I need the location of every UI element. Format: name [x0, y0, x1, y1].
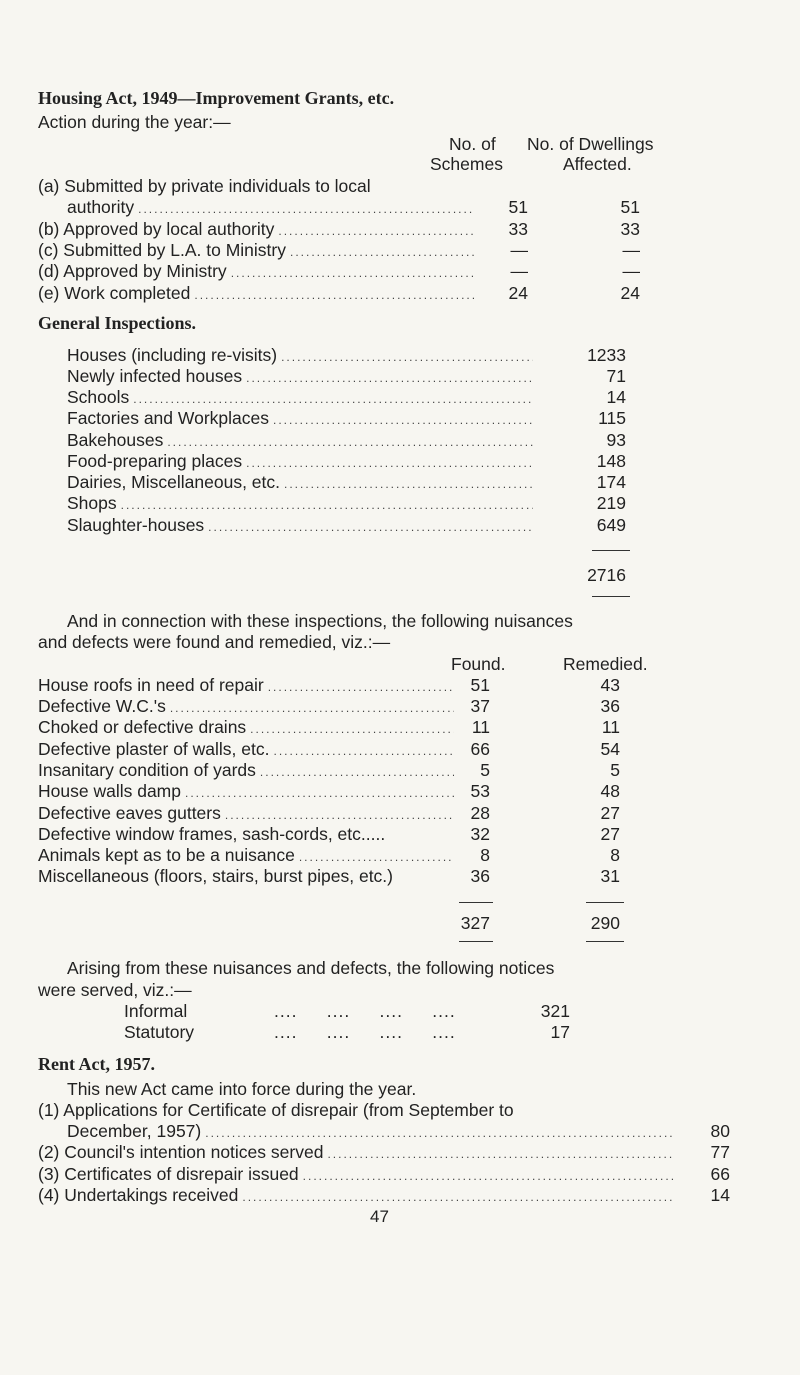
- dwellings-header-line2: Affected.: [563, 154, 632, 174]
- inspection-row: Food-preparing places .....: [67, 451, 537, 472]
- nuisance-found: 32: [470, 824, 490, 844]
- inspection-value: 71: [606, 366, 626, 386]
- schemes-header-line1: No. of: [449, 134, 496, 154]
- remedied-total-underline: [586, 941, 624, 942]
- rent-item1-value: 80: [710, 1121, 730, 1141]
- housing-row-a: [67, 197, 479, 218]
- inspections-total: 2716: [587, 565, 626, 585]
- nuisance-found: 66: [470, 739, 490, 759]
- inspections-title: General Inspections.: [38, 313, 197, 333]
- housing-title: Housing Act, 1949—Improvement Grants, etc.: [38, 88, 395, 108]
- rent-value: 77: [710, 1142, 730, 1162]
- inspection-value: 649: [596, 515, 626, 535]
- dwellings-header-line1: No. of Dwellings: [527, 134, 654, 154]
- inspection-row: Slaughter-houses .....: [67, 515, 537, 536]
- housing-row-a-label: authority: [67, 197, 135, 217]
- nuisance-remedied: 36: [600, 696, 620, 716]
- rent-value: 14: [710, 1185, 730, 1205]
- nuisance-remedied: 27: [600, 803, 620, 823]
- nuisance-row: Insanitary condition of yards .....: [38, 760, 458, 781]
- housing-row-dwellings: —: [622, 240, 640, 260]
- inspection-value: 148: [596, 451, 626, 471]
- inspection-row: Houses (including re-visits) .....: [67, 345, 537, 366]
- informal-value: 321: [540, 1001, 570, 1021]
- nuisance-found: 51: [470, 675, 490, 695]
- housing-row-schemes: —: [510, 261, 528, 281]
- nuisance-remedied: 11: [601, 717, 620, 737]
- statutory-dots: .... .... .... ....: [274, 1022, 456, 1042]
- inspection-row: Schools .....: [67, 387, 537, 408]
- informal-label: Informal: [124, 1001, 188, 1021]
- found-header: Found.: [451, 654, 506, 674]
- rent-row: (2) Council's intention notices served .....: [38, 1142, 677, 1163]
- nuisance-remedied: 5: [610, 760, 620, 780]
- housing-row: (e) Work completed .....: [38, 283, 479, 304]
- notices-intro-line1: Arising from these nuisances and defects, the following notices: [67, 958, 555, 978]
- housing-row-a-schemes: 51: [508, 197, 528, 217]
- inspection-value: 93: [606, 430, 626, 450]
- nuisance-row: Defective plaster of walls, etc. .....: [38, 739, 458, 760]
- found-total: 327: [460, 913, 490, 933]
- inspection-row: Factories and Workplaces .....: [67, 408, 537, 429]
- housing-row-dwellings: 24: [620, 283, 640, 303]
- nuisance-found: 37: [470, 696, 490, 716]
- nuisance-remedied: 31: [600, 866, 620, 886]
- rent-row: (4) Undertakings received .....: [38, 1185, 677, 1206]
- nuisance-remedied: 43: [600, 675, 620, 695]
- nuisance-remedied: 54: [600, 739, 620, 759]
- nuisance-remedied: 8: [610, 845, 620, 865]
- rent-item1: December, 1957) .....: [67, 1121, 677, 1142]
- inspection-value: 219: [596, 493, 626, 513]
- housing-row-dwellings: —: [622, 261, 640, 281]
- nuisance-row: Miscellaneous (floors, stairs, burst pipes, etc.): [38, 866, 393, 886]
- nuisance-found: 36: [470, 866, 490, 886]
- inspection-row: Shops .....: [67, 493, 537, 514]
- housing-intro: Action during the year:—: [38, 112, 231, 132]
- housing-row: (c) Submitted by L.A. to Ministry .....: [38, 240, 479, 261]
- inspection-value: 174: [596, 472, 626, 492]
- housing-row: (b) Approved by local authority .....: [38, 219, 479, 240]
- page-number: 47: [370, 1207, 389, 1226]
- remedied-header: Remedied.: [563, 654, 648, 674]
- informal-dots: .... .... .... ....: [274, 1001, 456, 1021]
- inspection-row: Dairies, Miscellaneous, etc. .....: [67, 472, 537, 493]
- notices-intro-line2: were served, viz.:—: [38, 980, 192, 1000]
- nuisance-row: Animals kept as to be a nuisance .....: [38, 845, 458, 866]
- found-total-underline: [459, 941, 493, 942]
- housing-row: (d) Approved by Ministry .....: [38, 261, 479, 282]
- inspections-total-underline: [592, 596, 630, 597]
- statutory-value: 17: [550, 1022, 570, 1042]
- inspection-value: 14: [606, 387, 626, 407]
- inspection-value: 115: [598, 408, 626, 428]
- nuisance-row: House walls damp .....: [38, 781, 458, 802]
- nuisance-remedied: 27: [600, 824, 620, 844]
- nuisance-row: Choked or defective drains .....: [38, 717, 458, 738]
- inspection-row: Newly infected houses .....: [67, 366, 537, 387]
- nuisances-intro-line2: and defects were found and remedied, viz.:—: [38, 632, 391, 652]
- remedied-total-rule: [586, 902, 624, 903]
- rent-title: Rent Act, 1957.: [38, 1054, 155, 1074]
- inspection-value: 1233: [587, 345, 626, 365]
- housing-row-a-dwellings: 51: [620, 197, 640, 217]
- rent-row: (3) Certificates of disrepair issued .....: [38, 1164, 677, 1185]
- housing-row-dwellings: 33: [620, 219, 640, 239]
- nuisance-found: 53: [470, 781, 490, 801]
- schemes-header-line2: Schemes: [430, 154, 503, 174]
- housing-row-a-line1: (a) Submitted by private individuals to local: [38, 176, 371, 196]
- housing-row-schemes: —: [510, 240, 528, 260]
- housing-row-schemes: 24: [508, 283, 528, 303]
- housing-row-schemes: 33: [508, 219, 528, 239]
- nuisance-row: Defective window frames, sash-cords, etc.....: [38, 824, 386, 844]
- rent-item1-line1: (1) Applications for Certificate of disrepair (from September to: [38, 1100, 514, 1120]
- nuisance-row: House roofs in need of repair .....: [38, 675, 458, 696]
- nuisance-remedied: 48: [600, 781, 620, 801]
- nuisance-found: 11: [471, 717, 490, 737]
- remedied-total: 290: [590, 913, 620, 933]
- nuisance-found: 5: [480, 760, 490, 780]
- inspections-total-rule: [592, 550, 630, 551]
- nuisance-row: Defective eaves gutters .....: [38, 803, 458, 824]
- nuisance-row: Defective W.C.'s .....: [38, 696, 458, 717]
- nuisance-found: 8: [480, 845, 490, 865]
- statutory-label: Statutory: [124, 1022, 195, 1042]
- inspection-row: Bakehouses .....: [67, 430, 537, 451]
- rent-intro: This new Act came into force during the year.: [67, 1079, 417, 1099]
- nuisances-intro-line1: And in connection with these inspections, the following nuisances: [67, 611, 573, 631]
- nuisance-found: 28: [470, 803, 490, 823]
- rent-value: 66: [710, 1164, 730, 1184]
- found-total-rule: [459, 902, 493, 903]
